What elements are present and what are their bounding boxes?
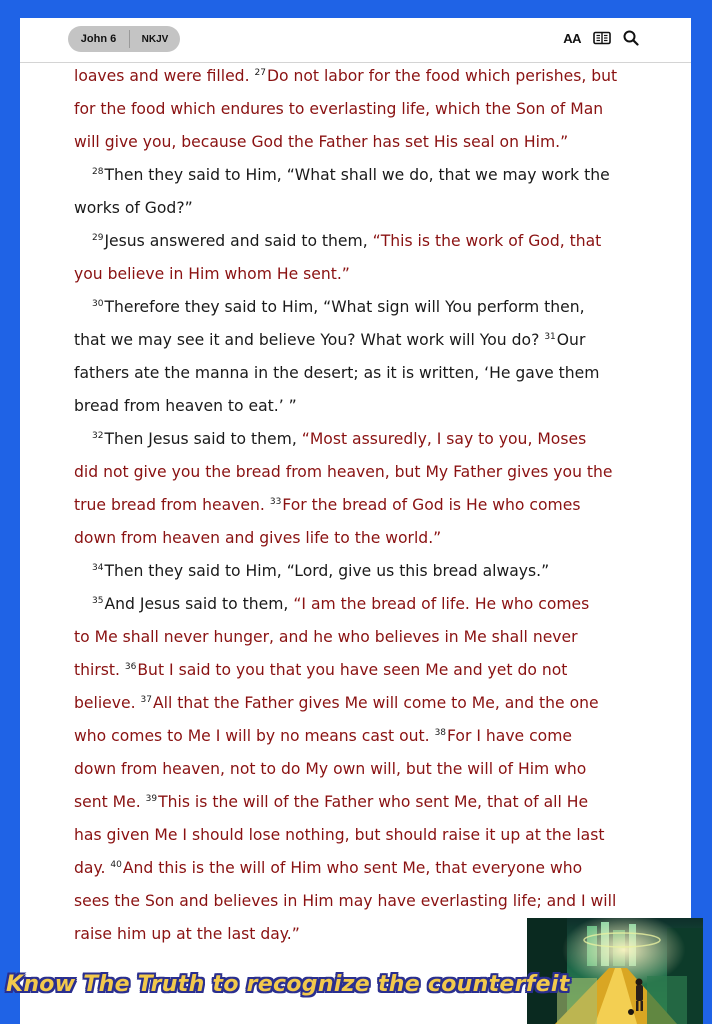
verse-text: Then they said to Him, “What shall we do, that we may work the bbox=[104, 166, 610, 184]
text-line: fathers ate the manna in the desert; as it is written, ‘He gave them bbox=[74, 364, 600, 382]
verse-text: Jesus answered and said to them, bbox=[104, 232, 368, 250]
text-line bbox=[74, 786, 660, 819]
text-line bbox=[74, 225, 660, 258]
text-line bbox=[74, 159, 660, 192]
text-line: raise him up at the last day.” bbox=[74, 925, 300, 943]
verse-text: And this is the will of Him who sent Me, that everyone who bbox=[122, 859, 583, 877]
verse-number: 30 bbox=[92, 298, 104, 309]
verse-text: Our bbox=[556, 331, 586, 349]
chapter-text bbox=[74, 60, 660, 951]
text-line: did not give you the bread from heaven, but My Father gives you the bbox=[74, 463, 613, 481]
verse-text: believe. bbox=[74, 694, 136, 712]
version-selector[interactable]: NKJV bbox=[141, 33, 169, 45]
verse-number: 37 bbox=[140, 694, 152, 705]
text-line: bread from heaven to eat.’ ” bbox=[74, 397, 297, 415]
verse-number: 34 bbox=[92, 562, 104, 573]
text-line bbox=[74, 324, 660, 357]
verse-text: day. bbox=[74, 859, 106, 877]
text-line bbox=[74, 687, 660, 720]
toolbar-actions bbox=[563, 30, 639, 46]
overlay-banner-text: Know The Truth to recognize the counterfeit bbox=[6, 972, 570, 997]
verse-text: that we may see it and believe You? What work will You do? bbox=[74, 331, 540, 349]
text-line bbox=[74, 489, 660, 522]
verse-text: loaves and were filled. bbox=[74, 67, 250, 85]
text-line: sees the Son and believes in Him may have everlasting life; and I will bbox=[74, 892, 617, 910]
verse-text: For the bread of God is He who comes bbox=[282, 496, 581, 514]
book-icon[interactable] bbox=[593, 31, 611, 45]
verse-text: Then they said to Him, “Lord, give us this bread always.” bbox=[104, 562, 550, 580]
text-line bbox=[74, 852, 660, 885]
text-line bbox=[74, 60, 660, 93]
verse-number: 36 bbox=[124, 661, 137, 672]
chapter-selector[interactable]: John 6 bbox=[68, 30, 130, 48]
verse-text: Do not labor for the food which perishes, but bbox=[266, 67, 618, 85]
search-icon[interactable] bbox=[623, 30, 639, 46]
verse-text: “I am the bread of life. He who comes bbox=[293, 595, 590, 613]
verse-number: 38 bbox=[434, 727, 447, 738]
verse-text: who comes to Me I will by no means cast out. bbox=[74, 727, 430, 745]
text-line bbox=[74, 654, 660, 687]
reader-toolbar bbox=[20, 18, 691, 63]
verse-text: “Most assuredly, I say to you, Moses bbox=[301, 430, 587, 448]
verse-number: 27 bbox=[254, 67, 266, 78]
verse-number: 35 bbox=[92, 595, 104, 606]
verse-number: 33 bbox=[269, 496, 282, 507]
reader-page bbox=[20, 18, 691, 1024]
verse-text: And Jesus said to them, bbox=[104, 595, 289, 613]
verse-number: 29 bbox=[92, 232, 104, 243]
verse-text: All that the Father gives Me will come to Me, and the one bbox=[152, 694, 599, 712]
text-line: will give you, because God the Father has set His seal on Him.” bbox=[74, 133, 569, 151]
text-line: works of God?” bbox=[74, 199, 193, 217]
text-line: down from heaven and gives life to the world.” bbox=[74, 529, 442, 547]
verse-number: 39 bbox=[145, 793, 158, 804]
text-line: for the food which endures to everlasting life, which the Son of Man bbox=[74, 100, 604, 118]
text-line bbox=[74, 423, 660, 456]
text-line: to Me shall never hunger, and he who believes in Me shall never bbox=[74, 628, 578, 646]
verse-text: sent Me. bbox=[74, 793, 141, 811]
verse-text: But I said to you that you have seen Me and yet do not bbox=[137, 661, 568, 679]
verse-number: 31 bbox=[544, 331, 556, 342]
verse-text: This is the will of the Father who sent Me, that of all He bbox=[158, 793, 589, 811]
verse-text: “This is the work of God, that bbox=[372, 232, 602, 250]
verse-text: Then Jesus said to them, bbox=[104, 430, 297, 448]
verse-text: thirst. bbox=[74, 661, 120, 679]
verse-number: 40 bbox=[110, 859, 122, 870]
text-line: you believe in Him whom He sent.” bbox=[74, 265, 350, 283]
text-line: down from heaven, not to do My own will, but the will of Him who bbox=[74, 760, 587, 778]
chapter-version-pill bbox=[68, 26, 180, 52]
text-line: has given Me I should lose nothing, but should raise it up at the last bbox=[74, 826, 605, 844]
text-line bbox=[74, 555, 660, 588]
verse-text: true bread from heaven. bbox=[74, 496, 265, 514]
verse-number: 32 bbox=[92, 430, 104, 441]
text-size-icon[interactable]: AA bbox=[563, 30, 581, 46]
verse-number: 28 bbox=[92, 166, 104, 177]
text-line bbox=[74, 720, 660, 753]
text-line bbox=[74, 291, 660, 324]
verse-text: For I have come bbox=[447, 727, 573, 745]
text-line bbox=[74, 588, 660, 621]
verse-text: Therefore they said to Him, “What sign will You perform then, bbox=[104, 298, 585, 316]
